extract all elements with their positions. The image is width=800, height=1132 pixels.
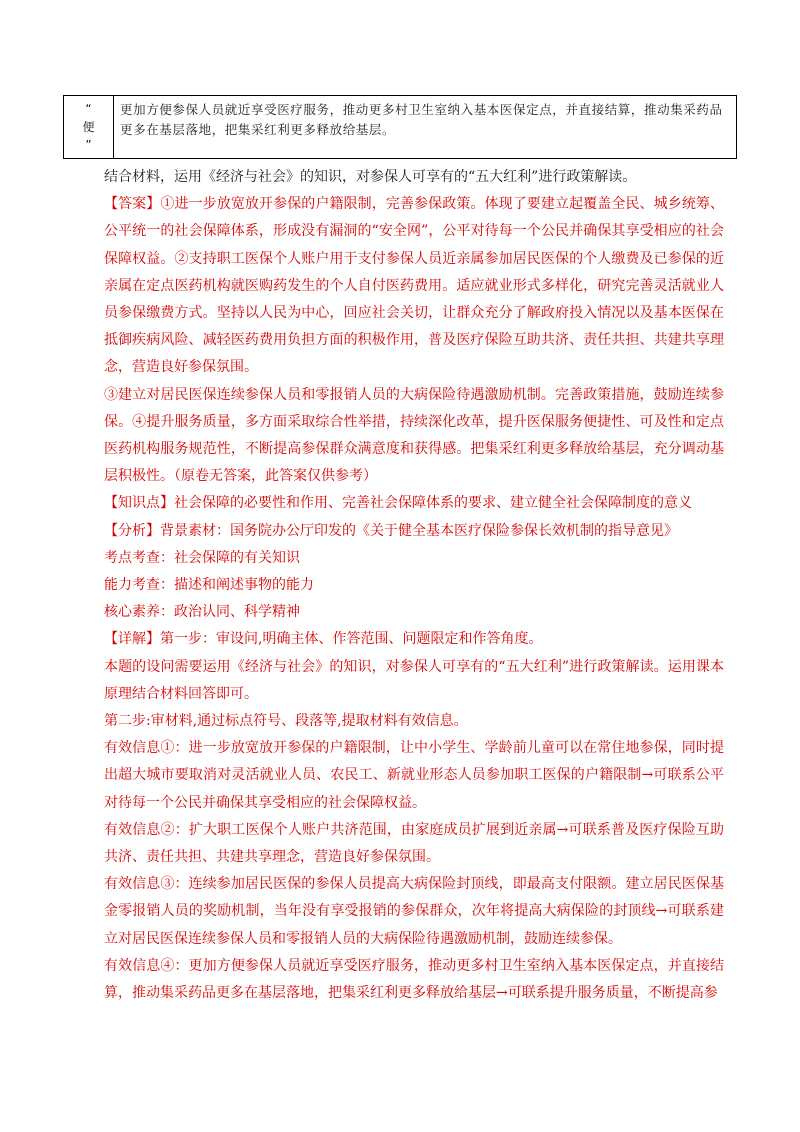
question-text: 结合材料，运用《经济与社会》的知识，对参保人可享有的“五大红利”进行政策解读。 — [104, 169, 637, 185]
row-label-close-quote: ” — [85, 138, 92, 152]
kaodian-line: 考点考查：社会保障的有关知识 — [104, 549, 300, 566]
analysis-tag: 【分析】 — [104, 522, 160, 539]
row-label-open-quote: “ — [85, 102, 92, 116]
effective-info-1: 有效信息①：进一步放宽放开参保的户籍限制，让中小学生、学龄前儿童可以在常住地参保，同时提出超大城市要取消对灵活就业人员、农民工、新就业形态人员参加职工医保的户籍限制→可联系公平对待每一个公民并确保其享受相应的社会保障权益。 — [104, 740, 724, 811]
detail-step2: 第二步:审材料,通过标点符号、段落等,提取材料有效信息。 — [104, 713, 468, 730]
knowledge-tag: 【知识点】 — [104, 495, 174, 512]
row-label-char: 便 — [82, 120, 95, 134]
answer-tag: 【答案】 — [104, 196, 161, 213]
effective-info-2: 有效信息②：扩大职工医保个人账户共济范围，由家庭成员扩展到近亲属→可联系普及医疗保险互助共济、责任共担、共建共享理念，营造良好参保氛围。 — [104, 821, 724, 866]
detail-tag: 【详解】 — [104, 631, 160, 648]
detail-step1-text: 本题的设问需要运用《经济与社会》的知识，对参保人可享有的“五大红利”进行政策解读。运用课本原理结合材料回答即可。 — [104, 658, 724, 702]
hexin-line: 核心素养：政治认同、科学精神 — [104, 604, 300, 621]
effective-info-4: 有效信息④：更加方便参保人员就近享受医疗服务，推动更多村卫生室纳入基本医保定点，并直接结算，推动集采药品更多在基层落地，把集采红利更多释放给基层→可联系提升服务质量，不断提高参 — [104, 957, 724, 1002]
row-content-cell: 更加方便参保人员就近享受医疗服务，推动更多村卫生室纳入基本医保定点，并直接结算，推动集采药品更多在基层落地，把集采红利更多释放给基层。 — [120, 102, 723, 137]
detail-step1-line — [104, 626, 724, 653]
answer-paragraph-2: ③建立对居民医保连续参保人员和零报销人员的大病保险待遇激励机制。完善政策措施，鼓励连续参保。④提升服务质量，多方面采取综合性举措，持续深化改革，提升医保服务便捷性、可及性和定点医药机构服务规范性，不断提高参保群众满意度和获得感。把集采红利更多释放给基层，充分调动基层积极性。（原卷无答案，此答案仅供参考） — [104, 386, 724, 485]
document-body — [104, 164, 724, 1007]
analysis-text: 背景素材：国务院办公厅印发的《关于健全基本医疗保险参保长效机制的指导意见》 — [160, 522, 678, 539]
effective-info-3: 有效信息③：连续参加居民医保的参保人员提高大病保险封顶线，即最高支付限额。建立居民医保基金零报销人员的奖励机制，当年没有享受报销的参保群众，次年将提高大病保险的封顶线→可联系建立对居民医保连续参保人员和零报销人员的大病保险待遇激励机制，鼓励连续参保。 — [104, 876, 724, 947]
detail-step1: 第一步：审设问,明确主体、作答范围、问题限定和作答角度。 — [160, 631, 543, 648]
answer-text-1: ①进一步放宽放开参保的户籍限制，完善参保政策。体现了要建立起覆盖全民、城乡统筹、公平统一的社会保障体系，形成没有漏洞的“安全网”，公平对待每一个公民并确保其享受相应的社会保障权益。②支持职工医保个人账户用于支付参保人员近亲属参加居民医保的个人缴费及已参保的近亲属在定点医药机构就医购药发生的个人自付医药费用。适应就业形式多样化，研究完善灵活就业人员参保缴费方式。坚持以人民为中心，回应社会关切，让群众充分了解政府投入情况以及基本医保在抵御疾病风险、减轻医药费用负担方面的积极作用，普及医疗保险互助共济、责任共担、共建共享理念，营造良好参保氛围。 — [104, 196, 725, 376]
answer-paragraph-1 — [104, 191, 724, 381]
nengli-line: 能力考查：描述和阐述事物的能力 — [104, 577, 314, 594]
row-label-cell — [64, 96, 114, 158]
knowledge-line — [104, 490, 724, 517]
analysis-line — [104, 518, 724, 545]
knowledge-text: 社会保障的必要性和作用、完善社会保障体系的要求、建立健全社会保障制度的意义 — [174, 495, 692, 512]
material-table-row — [63, 95, 737, 159]
